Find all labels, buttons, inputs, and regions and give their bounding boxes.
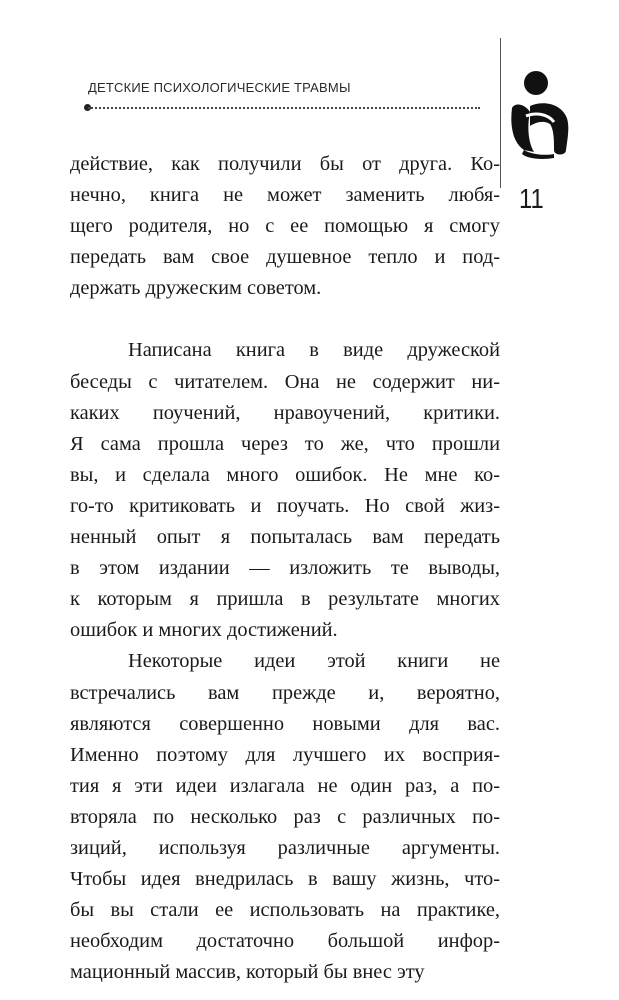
text-line: бы вы стали ее использовать на практике,	[70, 899, 500, 922]
text-line: являются совершенно новыми для вас.	[70, 712, 500, 735]
text-line: мационный массив, который бы внес эту	[70, 961, 425, 984]
text-line: нечно, книга не может заменить любя-	[70, 184, 500, 207]
text-line: го-то критиковать и поучать. Но свой жиз-	[70, 494, 500, 517]
text-line: в этом издании — изложить те выводы,	[70, 557, 500, 580]
paragraph	[70, 149, 500, 304]
text-line: ненный опыт я попыталась вам передать	[70, 526, 500, 549]
text-line: передать вам свое душевное тепло и под-	[70, 246, 500, 269]
text-line: необходим достаточно большой инфор-	[70, 930, 500, 953]
text-line: тия я эти идеи излагала не один раз, а по-	[70, 774, 500, 797]
text-line: встречались вам прежде и, вероятно,	[70, 681, 500, 704]
paragraph	[70, 646, 500, 988]
text-line: держать дружеским советом.	[70, 277, 322, 300]
text-line: вторяла по несколько раз с различных по-	[70, 805, 500, 828]
text-line: Некоторые идеи этой книги не	[128, 650, 500, 673]
text-line: щего родителя, но с ее помощью я смогу	[70, 215, 500, 238]
text-line: Именно поэтому для лучшего их восприя-	[70, 743, 500, 766]
running-header-title: ДЕТСКИЕ ПСИХОЛОГИЧЕСКИЕ ТРАВМЫ	[88, 80, 351, 95]
paragraph	[70, 335, 500, 646]
text-line: беседы с читателем. Она не содержит ни-	[70, 370, 500, 393]
text-line: Написана книга в виде дружеской	[128, 339, 500, 362]
sitting-child-icon	[500, 64, 580, 164]
text-line: ошибок и многих достижений.	[70, 619, 338, 642]
text-line: Я сама прошла через то же, что прошли	[70, 432, 500, 455]
page-number: 11	[519, 183, 544, 214]
text-line: действие, как получили бы от друга. Ко-	[70, 153, 500, 175]
text-line: Чтобы идея внедрилась в вашу жизнь, что-	[70, 868, 500, 891]
header-dotted-rule	[88, 107, 480, 109]
body-text	[70, 149, 500, 988]
text-line: вы, и сделала много ошибок. Не мне ко-	[70, 463, 500, 486]
text-line: каких поучений, нравоучений, критики.	[70, 401, 500, 424]
text-line: зиций, используя различные аргументы.	[70, 836, 500, 859]
text-line: к которым я пришла в результате многих	[70, 588, 500, 611]
